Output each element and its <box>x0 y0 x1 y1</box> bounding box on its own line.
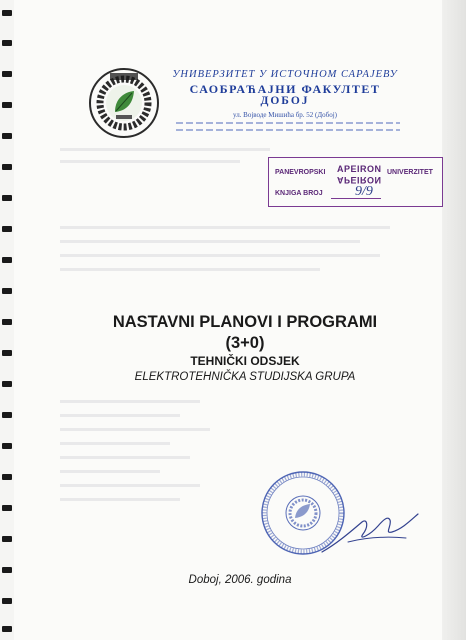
binding-ring <box>2 226 12 232</box>
study-group-name: ELEKTROTEHNIČKA STUDIJSKA GRUPA <box>134 371 356 383</box>
binding-ring <box>2 257 12 263</box>
binding-ring <box>2 381 12 387</box>
show-through-line <box>60 268 320 271</box>
show-through-line <box>60 470 160 473</box>
page-edge-shadow <box>442 0 466 640</box>
binding-ring <box>2 40 12 46</box>
stamp-brand-mirror: APEIRON <box>337 175 382 185</box>
binding-ring <box>2 536 12 542</box>
binding-ring <box>2 505 12 511</box>
contact-line <box>176 122 400 124</box>
binding-ring <box>2 567 12 573</box>
show-through-line <box>60 240 360 243</box>
show-through-line <box>60 442 170 445</box>
show-through-line <box>60 456 190 459</box>
document-title: NASTAVNI PLANOVI I PROGRAMI <box>112 313 378 331</box>
document-subtitle: (3+0) <box>225 334 265 352</box>
faculty-address: ул. Војводе Мишића бр. 52 (Добој) <box>233 111 337 119</box>
stamp-brand: APEIRON <box>337 164 382 174</box>
stamp-label: KNJIGA BROJ <box>275 190 323 197</box>
stamp-number: 9/9 <box>355 184 373 199</box>
show-through-line <box>60 498 180 501</box>
show-through-line <box>60 428 210 431</box>
registration-stamp <box>268 157 443 207</box>
binding-ring <box>2 102 12 108</box>
show-through-line <box>60 148 270 151</box>
binding-ring <box>2 626 12 632</box>
binding-ring <box>2 164 12 170</box>
signature <box>318 504 422 560</box>
binding-ring <box>2 319 12 325</box>
faculty-city: ДОБОЈ <box>260 95 310 107</box>
place-and-date: Doboj, 2006. godina <box>188 574 292 586</box>
stamp-line1: PANEVROPSKI <box>275 169 326 176</box>
binding-ring <box>2 288 12 294</box>
contact-line <box>176 129 400 131</box>
university-name: УНИВЕРЗИТЕТ У ИСТОЧНОМ САРАЈЕВУ <box>172 69 398 80</box>
show-through-line <box>60 484 200 487</box>
binding-ring <box>2 195 12 201</box>
binding-ring <box>2 71 12 77</box>
show-through-line <box>60 400 200 403</box>
binding-ring <box>2 133 12 139</box>
show-through-line <box>60 160 240 163</box>
faculty-name: САОБРАЋАЈНИ ФАКУЛТЕТ <box>189 82 381 96</box>
show-through-line <box>60 254 380 257</box>
show-through-line <box>60 414 180 417</box>
faculty-logo <box>88 67 160 139</box>
show-through-line <box>60 226 390 229</box>
department-name: TEHNIČKI ODSJEK <box>190 354 300 368</box>
binding-ring <box>2 350 12 356</box>
binding-ring <box>2 412 12 418</box>
binding-ring <box>2 443 12 449</box>
binding-ring <box>2 10 12 16</box>
stamp-line3: UNIVERZITET <box>387 169 433 176</box>
binding-spine <box>0 0 14 640</box>
binding-ring <box>2 474 12 480</box>
binding-ring <box>2 598 12 604</box>
